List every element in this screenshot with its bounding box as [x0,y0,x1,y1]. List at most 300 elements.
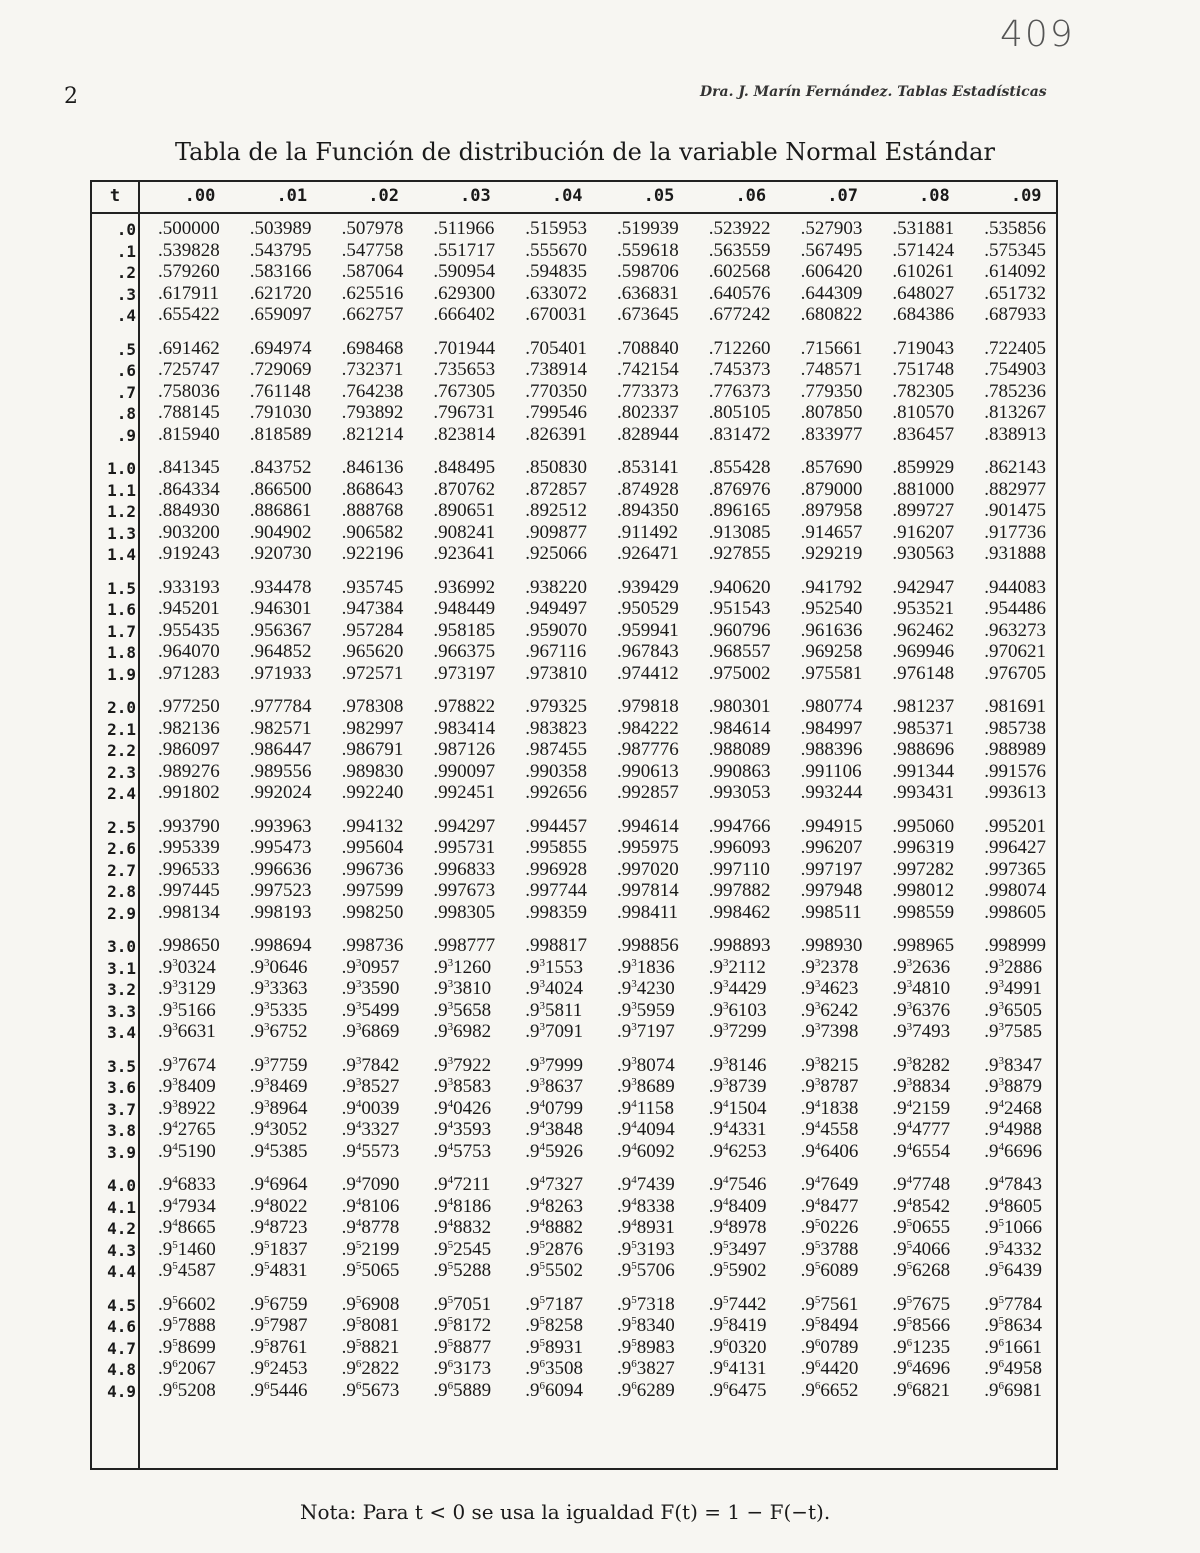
table-title: Tabla de la Función de distribución de la variable Normal Estándar [175,138,995,166]
table-cell: .555670 [525,239,587,261]
table-cell: $.9^51066$ [984,1217,1042,1239]
table-cell: .896165 [708,500,771,522]
table-cell: $.9^38146$ [708,1054,767,1076]
column-header: .07 [827,186,858,206]
table-cell: .838913 [984,423,1046,445]
table-cell: .751748 [892,359,955,381]
table-cell: .995731 [433,837,496,859]
table-cell: .998305 [433,901,496,923]
table-cell: .984614 [708,717,771,739]
table-cell: .996319 [892,837,955,859]
table-cell: $.9^31260$ [433,956,492,978]
table-cell: .964070 [158,641,220,663]
table-cell: $.9^38834$ [892,1076,951,1098]
row-label-t: 1.0 [107,459,136,478]
table-cell: $.9^38879$ [984,1076,1042,1098]
table-cell: $.9^65208$ [158,1379,216,1401]
table-cell: .850830 [525,457,587,478]
table-cell: $.9^58761$ [249,1336,308,1358]
table-cell: .975002 [708,662,771,684]
table-cell: .884930 [158,500,220,522]
table-cell: .575345 [984,239,1046,261]
table-cell: .974412 [617,662,679,684]
table-cell: .994766 [708,815,771,837]
table-cell: $.9^53497$ [708,1238,767,1260]
table-cell: .879000 [800,478,863,500]
table-cell: $.9^56439$ [984,1260,1042,1282]
row-label-t: 2.1 [107,719,136,739]
table-cell: $.9^38347$ [984,1054,1042,1076]
table-cell: $.9^38739$ [708,1076,767,1098]
table-cell: .998736 [341,935,404,956]
table-cell: .965620 [341,641,404,663]
table-cell: .708840 [617,337,679,359]
table-cell: $.9^54066$ [892,1238,951,1260]
table-cell: $.9^53788$ [800,1238,859,1260]
table-cell: .640576 [708,282,771,304]
table-cell: .997445 [158,880,220,902]
table-cell: $.9^47546$ [708,1174,767,1195]
table-cell: $.9^30957$ [341,956,400,978]
table-cell: .949497 [525,598,587,620]
table-cell: $.9^45926$ [525,1140,583,1162]
table-cell: $.9^34991$ [984,978,1042,1000]
table-cell: .920730 [249,543,312,565]
table-cell: $.9^58821$ [341,1336,400,1358]
table-cell: .979818 [617,696,679,717]
table-cell: $.9^42468$ [984,1097,1042,1119]
table-cell: .547758 [341,239,404,261]
table-cell: .947384 [341,598,404,620]
table-cell: .994457 [525,815,587,837]
table-cell: .996207 [800,837,863,859]
table-cell: .976705 [984,662,1046,684]
table-cell: .922196 [341,543,404,565]
table-cell: .864334 [158,478,220,500]
table-cell: $.9^36869$ [341,1021,400,1043]
table-cell: $.9^37493$ [892,1021,951,1043]
row-label-t: 1.6 [107,600,136,620]
table-cell: $.9^48338$ [617,1195,675,1217]
row-label-t: 3.6 [107,1078,136,1098]
table-cell: .500000 [158,218,220,239]
table-cell: .997523 [249,880,312,902]
table-cell: .963273 [984,619,1046,641]
table-cell: $.9^58983$ [617,1336,675,1358]
table-cell: .636831 [617,282,679,304]
row-label-t: .3 [116,284,136,304]
table-column-divider [138,182,140,1468]
row-label-t: .2 [116,263,136,283]
table-cell: .945201 [158,598,220,620]
column-header: .09 [1010,186,1042,206]
table-cell: .666402 [433,304,496,326]
table-cell: $.9^58258$ [525,1315,583,1337]
table-cell: .758036 [158,380,220,402]
table-cell: .985738 [984,717,1046,739]
table-cell: .523922 [708,218,771,239]
table-cell: .986447 [249,739,312,761]
table-cell: .846136 [341,457,404,478]
table-cell: .644309 [800,282,863,304]
table-cell: $.9^36752$ [249,1021,308,1043]
table-cell: .983823 [525,717,587,739]
table-cell: .971933 [249,662,312,684]
table-cell: $.9^47327$ [525,1174,583,1195]
table-cell: $.9^41158$ [617,1097,675,1119]
table-cell: .722405 [984,337,1046,359]
table-header-row [92,182,1056,214]
table-cell: $.9^44094$ [617,1119,675,1141]
table-cell: .698468 [341,337,404,359]
table-cell: .978822 [433,696,496,717]
table-cell: $.9^34230$ [617,978,675,1000]
table-cell: .876976 [708,478,771,500]
table-cell: $.9^45573$ [341,1140,400,1162]
row-label-t: 3.4 [107,1023,136,1043]
table-cell: .987126 [433,739,496,761]
table-cell: .673645 [617,304,679,326]
table-cell: $.9^48978$ [708,1217,767,1239]
table-cell: .998999 [984,935,1046,956]
table-cell: .684386 [892,304,955,326]
table-cell: .899727 [892,500,955,522]
table-cell: $.9^57888$ [158,1315,216,1337]
table-cell: .923641 [433,543,496,565]
table-cell: .986791 [341,739,404,761]
table-cell: .719043 [892,337,955,359]
table-cell: $.9^32636$ [892,956,951,978]
table-cell: $.9^31836$ [617,956,675,978]
table-cell: $.9^55502$ [525,1260,583,1282]
table-cell: $.9^37585$ [984,1021,1042,1043]
table-cell: .970621 [984,641,1046,663]
note-label: Nota: [300,1500,357,1524]
table-cell: $.9^58172$ [433,1315,492,1337]
table-cell: .881000 [892,478,955,500]
table-cell: .897958 [800,500,863,522]
table-cell: .511966 [433,218,495,239]
table-cell: $.9^31553$ [525,956,583,978]
table-cell: .925066 [525,543,587,565]
row-label-t: 4.2 [107,1219,136,1239]
table-cell: .933193 [158,576,220,598]
table-cell: $.9^34024$ [525,978,583,1000]
table-cell: .969946 [892,641,955,663]
table-cell: .994132 [341,815,404,837]
table-cell: .539828 [158,239,220,261]
table-cell: .990358 [525,760,587,782]
table-cell: $.9^37999$ [525,1054,583,1076]
table-cell: $.9^43052$ [249,1119,308,1141]
table-cell: .738914 [525,359,587,381]
table-cell: .995201 [984,815,1046,837]
table-cell: .931888 [984,543,1046,565]
table-cell: .610261 [892,261,955,283]
table-cell: $.9^57051$ [433,1293,492,1315]
table-cell: $.9^42159$ [892,1097,951,1119]
table-cell: .810570 [892,402,955,424]
table-cell: .982571 [249,717,312,739]
table-cell: $.9^64696$ [892,1358,951,1380]
table-cell: .987776 [617,739,679,761]
table-cell: .951543 [708,598,771,620]
table-cell: .764238 [341,380,404,402]
table-cell: .960796 [708,619,771,641]
running-head: Dra. J. Marín Fernández. Tablas Estadísticas [700,84,1047,100]
table-cell: .985371 [892,717,955,739]
table-cell: .770350 [525,380,587,402]
table-cell: .956367 [249,619,312,641]
table-cell: $.9^37842$ [341,1054,400,1076]
table-cell: .776373 [708,380,771,402]
table-cell: .651732 [984,282,1046,304]
table-cell: $.9^48931$ [617,1217,675,1239]
table-cell: $.9^46554$ [892,1140,951,1162]
table-cell: .967843 [617,641,679,663]
table-cell: .745373 [708,359,771,381]
row-label-t: .1 [116,241,136,261]
table-cell: .598706 [617,261,679,283]
table-cell: $.9^30646$ [249,956,308,978]
row-label-t: 4.9 [107,1381,136,1401]
row-label-t: 4.4 [107,1262,136,1282]
table-cell: $.9^32378$ [800,956,859,978]
table-cell: $.9^57442$ [708,1293,767,1315]
row-label-t: 3.8 [107,1121,136,1141]
table-cell: .998893 [708,935,771,956]
table-cell: $.9^51460$ [158,1238,216,1260]
table-cell: $.9^37197$ [617,1021,675,1043]
row-label-t: 3.2 [107,980,136,1000]
table-cell: .857690 [800,457,863,478]
table-cell: $.9^58419$ [708,1315,767,1337]
table-cell: $.9^43327$ [341,1119,400,1141]
row-label-t: .6 [116,361,136,381]
table-cell: $.9^44988$ [984,1119,1042,1141]
table-cell: .535856 [984,218,1046,239]
row-label-t: .5 [116,339,136,359]
table-cell: $.9^66652$ [800,1379,859,1401]
row-label-t: .9 [116,425,136,445]
table-cell: .977784 [249,696,312,717]
table-cell: .946301 [249,598,312,620]
table-cell: $.9^32112$ [708,956,766,978]
table-cell: .694974 [249,337,312,359]
table-cell: .828944 [617,423,679,445]
table-cell: .940620 [708,576,771,598]
table-cell: .998930 [800,935,863,956]
table-cell: .998012 [892,880,955,902]
table-cell: $.9^56268$ [892,1260,951,1282]
row-label-t: 2.0 [107,698,136,717]
table-cell: $.9^57675$ [892,1293,951,1315]
table-cell: .908241 [433,521,496,543]
table-cell: $.9^48106$ [341,1195,400,1217]
table-cell: .773373 [617,380,679,402]
table-cell: $.9^37674$ [158,1054,216,1076]
table-cell: .990863 [708,760,771,782]
column-header: .03 [460,186,491,206]
table-cell: .807850 [800,402,863,424]
table-cell: .571424 [892,239,955,261]
row-label-t: 4.1 [107,1197,136,1217]
table-cell: $.9^63508$ [525,1358,583,1380]
row-label-t: 3.1 [107,958,136,978]
table-cell: $.9^60320$ [708,1336,767,1358]
table-cell: $.9^58494$ [800,1315,859,1337]
row-label-t: 2.4 [107,784,136,804]
table-cell: $.9^40799$ [525,1097,583,1119]
table-cell: .986097 [158,739,220,761]
table-cell: $.9^35166$ [158,999,216,1021]
table-cell: .997282 [892,858,955,880]
table-cell: $.9^66094$ [525,1379,583,1401]
handwritten-page-number: 409 [1000,14,1075,55]
table-cell: $.9^48186$ [433,1195,492,1217]
table-cell: .994297 [433,815,496,837]
table-note [300,1500,830,1524]
table-cell: .983414 [433,717,496,739]
table-cell: .677242 [708,304,771,326]
table-cell: .930563 [892,543,955,565]
table-cell: $.9^30324$ [158,956,216,978]
table-cell: $.9^32886$ [984,956,1042,978]
table-cell: .916207 [892,521,955,543]
table-cell: .606420 [800,261,863,283]
table-cell: .997673 [433,880,496,902]
table-cell: $.9^37299$ [708,1021,767,1043]
table-cell: .859929 [892,457,955,478]
table-cell: $.9^48263$ [525,1195,583,1217]
table-cell: $.9^57987$ [249,1315,308,1337]
table-cell: .515953 [525,218,587,239]
table-cell: .919243 [158,543,220,565]
table-cell: .890651 [433,500,496,522]
table-cell: .996533 [158,858,220,880]
table-cell: .993244 [800,782,863,804]
table-cell: .680822 [800,304,863,326]
column-header: .06 [735,186,767,206]
table-cell: $.9^48778$ [341,1217,400,1239]
table-cell: .991802 [158,782,220,804]
table-cell: .996928 [525,858,587,880]
table-cell: $.9^48665$ [158,1217,216,1239]
table-cell: .992240 [341,782,404,804]
table-cell: .815940 [158,423,220,445]
table-cell: $.9^65673$ [341,1379,400,1401]
table-cell: .978308 [341,696,404,717]
table-cell: .767305 [433,380,496,402]
table-cell: $.9^46964$ [249,1174,308,1195]
table-cell: .594835 [525,261,587,283]
table-cell: .853141 [617,457,679,478]
row-label-t: 2.2 [107,741,136,761]
table-cell: .855428 [708,457,771,478]
table-cell: .563559 [708,239,771,261]
row-label-t: 1.5 [107,578,136,598]
table-cell: $.9^66821$ [892,1379,951,1401]
table-cell: .996833 [433,858,496,880]
row-label-t: 3.5 [107,1056,136,1076]
table-cell: .934478 [249,576,312,598]
table-cell: .590954 [433,261,496,283]
table-cell: .998511 [800,901,862,923]
table-cell: .990613 [617,760,679,782]
table-cell: $.9^38964$ [249,1097,308,1119]
row-label-t: .4 [116,306,136,326]
table-cell: $.9^44558$ [800,1119,859,1141]
table-cell: .989556 [249,760,312,782]
table-cell: .984997 [800,717,863,739]
table-cell: .813267 [984,402,1046,424]
table-cell: .519939 [617,218,679,239]
table-cell: .791030 [249,402,312,424]
table-cell: .991344 [892,760,955,782]
table-cell: .629300 [433,282,496,304]
table-cell: .987455 [525,739,587,761]
table-cell: $.9^50226$ [800,1217,859,1239]
table-cell: .955435 [158,619,220,641]
table-cell: .796731 [433,402,496,424]
table-cell: $.9^48477$ [800,1195,859,1217]
table-cell: .992857 [617,782,679,804]
table-cell: $.9^56908$ [341,1293,400,1315]
row-label-t: 1.1 [107,480,136,500]
table-cell: .976148 [892,662,955,684]
table-cell: .973197 [433,662,496,684]
row-label-t: 2.6 [107,839,136,859]
table-cell: $.9^48022$ [249,1195,308,1217]
table-cell: .997814 [617,880,679,902]
row-label-t: 3.7 [107,1099,136,1119]
table-cell: $.9^34810$ [892,978,951,1000]
table-cell: .888768 [341,500,404,522]
table-cell: .998650 [158,935,220,956]
row-label-t: 2.8 [107,882,136,902]
table-cell: $.9^44331$ [708,1119,767,1141]
table-cell: .799546 [525,402,587,424]
table-cell: .992024 [249,782,312,804]
table-cell: .936992 [433,576,496,598]
table-cell: .909877 [525,521,587,543]
table-cell: .998462 [708,901,771,923]
table-cell: $.9^41838$ [800,1097,859,1119]
table-cell: .906582 [341,521,404,543]
column-header: .01 [276,186,308,206]
table-cell: .989276 [158,760,220,782]
table-cell: .833977 [800,423,863,445]
table-cell: $.9^53193$ [617,1238,675,1260]
table-cell: $.9^65446$ [249,1379,308,1401]
table-cell: .870762 [433,478,496,500]
table-cell: $.9^56759$ [249,1293,308,1315]
table-cell: $.9^52199$ [341,1238,400,1260]
table-cell: .818589 [249,423,312,445]
table-cell: .712260 [708,337,771,359]
row-label-t: 2.3 [107,762,136,782]
table-cell: .988089 [708,739,771,761]
table-cell: .939429 [617,576,679,598]
table-cell: $.9^48605$ [984,1195,1042,1217]
table-cell: .938220 [525,576,587,598]
table-cell: .995855 [525,837,587,859]
table-cell: .503989 [249,218,312,239]
table-cell: .964852 [249,641,312,663]
table-cell: $.9^47439$ [617,1174,675,1195]
table-cell: $.9^61661$ [984,1336,1042,1358]
table-cell: .988989 [984,739,1046,761]
